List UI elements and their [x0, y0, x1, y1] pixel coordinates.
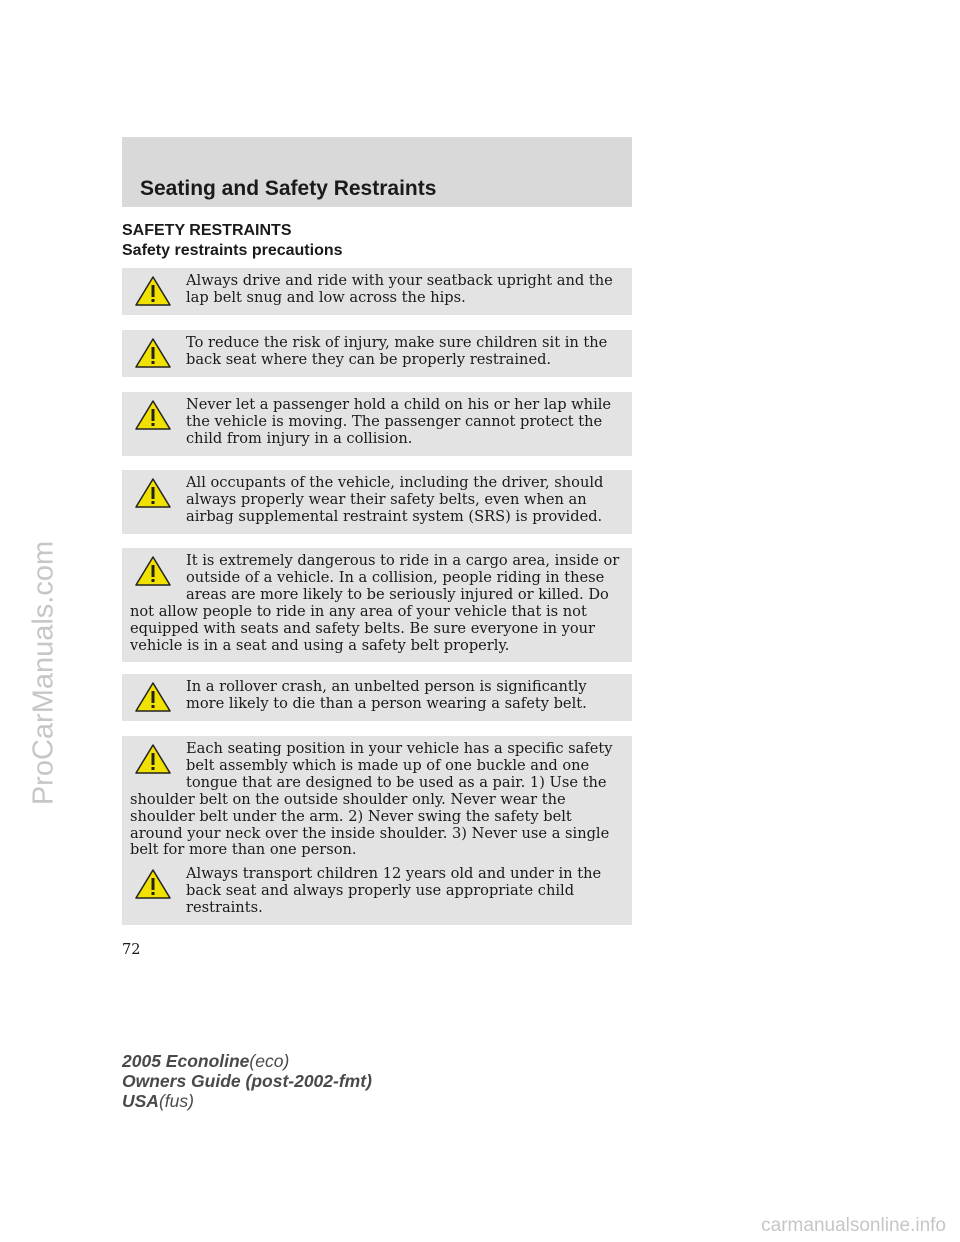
side-watermark: ProCarManuals.com — [27, 540, 60, 806]
warning-triangle-icon — [134, 477, 172, 509]
bottom-watermark: carmanualsonline.info — [761, 1215, 946, 1236]
section-subtitle: Safety restraints precautions — [122, 242, 343, 259]
warning-box — [122, 548, 632, 662]
footer-market-name: USA — [122, 1091, 159, 1111]
chapter-title: Seating and Safety Restraints — [140, 177, 437, 200]
warning-text: Always drive and ride with your seatback upright and the lap belt snug and low across the hips. — [186, 272, 613, 306]
footer-line-guide — [122, 1071, 372, 1091]
warning-triangle-icon — [134, 743, 172, 775]
warning-text: To reduce the risk of injury, make sure children sit in the back seat where they can be properly restrained. — [186, 334, 608, 368]
warning-triangle-icon — [134, 868, 172, 900]
warning-triangle-icon — [134, 275, 172, 307]
warning-box — [122, 392, 632, 456]
footer-model-code: (eco) — [249, 1051, 290, 1071]
warning-triangle-icon — [134, 337, 172, 369]
footer-guide-name: Owners Guide (post-2002-fmt) — [122, 1071, 372, 1091]
warning-text: In a rollover crash, an unbelted person is significantly more likely to die than a person wearing a safety belt. — [186, 678, 587, 712]
warning-box — [122, 674, 632, 721]
warning-text: Never let a passenger hold a child on his or her lap while the vehicle is moving. The passenger cannot protect the child from injury in a collision. — [186, 396, 612, 447]
warning-box — [122, 268, 632, 315]
document-footer — [122, 1051, 372, 1111]
warning-text: Each seating position in your vehicle has a specific safety belt assembly which is made up of one buckle and one tongue that are designed to be used as a pair. 1) Use the shoulder belt on the outside shoulder only. Never wear the shoulder belt under the arm. 2) Never swing the safety belt around your neck over the inside shoulder. 3) Never use a single belt for more than one person. — [130, 740, 613, 859]
section-title: SAFETY RESTRAINTS — [122, 222, 292, 239]
warning-triangle-icon — [134, 399, 172, 431]
warning-triangle-icon — [134, 681, 172, 713]
warning-box — [122, 861, 632, 925]
warning-box — [122, 736, 632, 867]
footer-line-model — [122, 1051, 372, 1071]
warning-text: Always transport children 12 years old and under in the back seat and always properly use appropriate child restraints. — [186, 865, 602, 916]
page-header-band — [122, 137, 632, 207]
warning-triangle-icon — [134, 555, 172, 587]
footer-line-market — [122, 1091, 372, 1111]
warning-text: It is extremely dangerous to ride in a cargo area, inside or outside of a vehicle. In a collision, people riding in these areas are more likely to be seriously injured or killed. Do not allow people to ride in any area of your vehicle that is not equipped with seats and safety belts. Be sure everyone in your vehicle is in a seat and using a safety belt properly. — [130, 552, 620, 654]
footer-market-code: (fus) — [158, 1091, 194, 1111]
warning-box — [122, 470, 632, 534]
footer-model-name: 2005 Econoline — [122, 1051, 250, 1071]
warning-text: All occupants of the vehicle, including the driver, should always properly wear their safety belts, even when an airbag supplemental restraint system (SRS) is provided. — [186, 474, 604, 525]
warning-box — [122, 330, 632, 377]
page-number: 72 — [122, 942, 141, 958]
